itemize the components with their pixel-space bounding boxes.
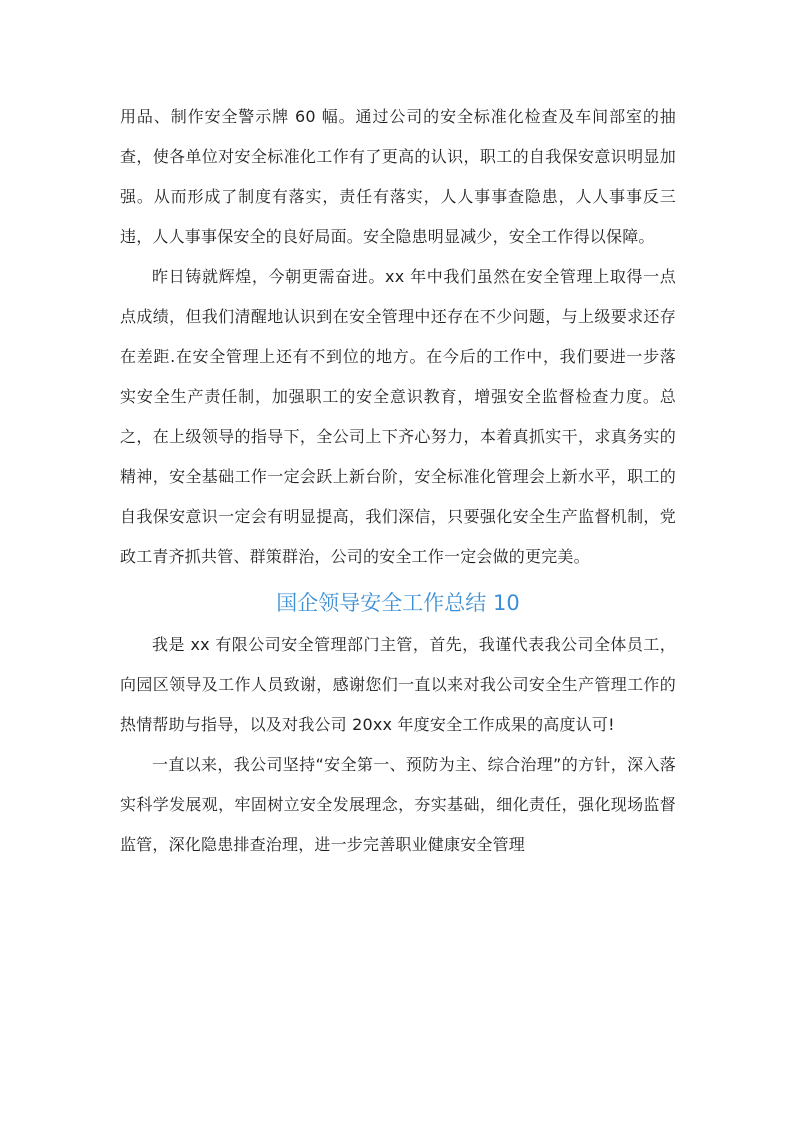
paragraph: 我是 xx 有限公司安全管理部门主管，首先，我谨代表我公司全体员工，向园区领导及工作人员致谢，感谢您们一直以来对我公司安全生产管理工作的热情帮助与指导，以及对我公司 20xx 年度安全工作成果的高度认可!	[120, 635, 676, 734]
paragraph: 一直以来，我公司坚持“安全第一、预防为主、综合治理”的方针，深入落实科学发展观，牢固树立安全发展理念，夯实基础，细化责任，强化现场监督监管，深化隐患排查治理，进一步完善职业健康安全管理	[120, 755, 676, 854]
paragraph-continued: 用品、制作安全警示牌 60 幅。通过公司的安全标准化检查及车间部室的抽查，使各单位对安全标准化工作有了更高的认识，职工的自我保安意识明显加强。从而形成了制度有落实，责任有落实，人人事事查隐患，人人事事反三违，人人事事保安全的良好局面。安全隐患明显减少，安全工作得以保障。	[120, 107, 676, 246]
document-body	[120, 97, 676, 865]
paragraph: 昨日铸就辉煌，今朝更需奋进。xx 年中我们虽然在安全管理上取得一点点成绩，但我们清醒地认识到在安全管理中还存在不少问题，与上级要求还存在差距.在安全管理上还有不到位的地方。在今后的工作中，我们要进一步落实安全生产责任制，加强职工的安全意识教育，增强安全监督检查力度。总之，在上级领导的指导下，全公司上下齐心努力，本着真抓实干，求真务实的精神，安全基础工作一定会跃上新台阶，安全标准化管理会上新水平，职工的自我保安意识一定会有明显提高，我们深信，只要强化安全生产监督机制，党政工青齐抓共管、群策群治，公司的安全工作一定会做的更完美。	[120, 267, 676, 566]
section-heading: 国企领导安全工作总结 10	[276, 591, 520, 615]
